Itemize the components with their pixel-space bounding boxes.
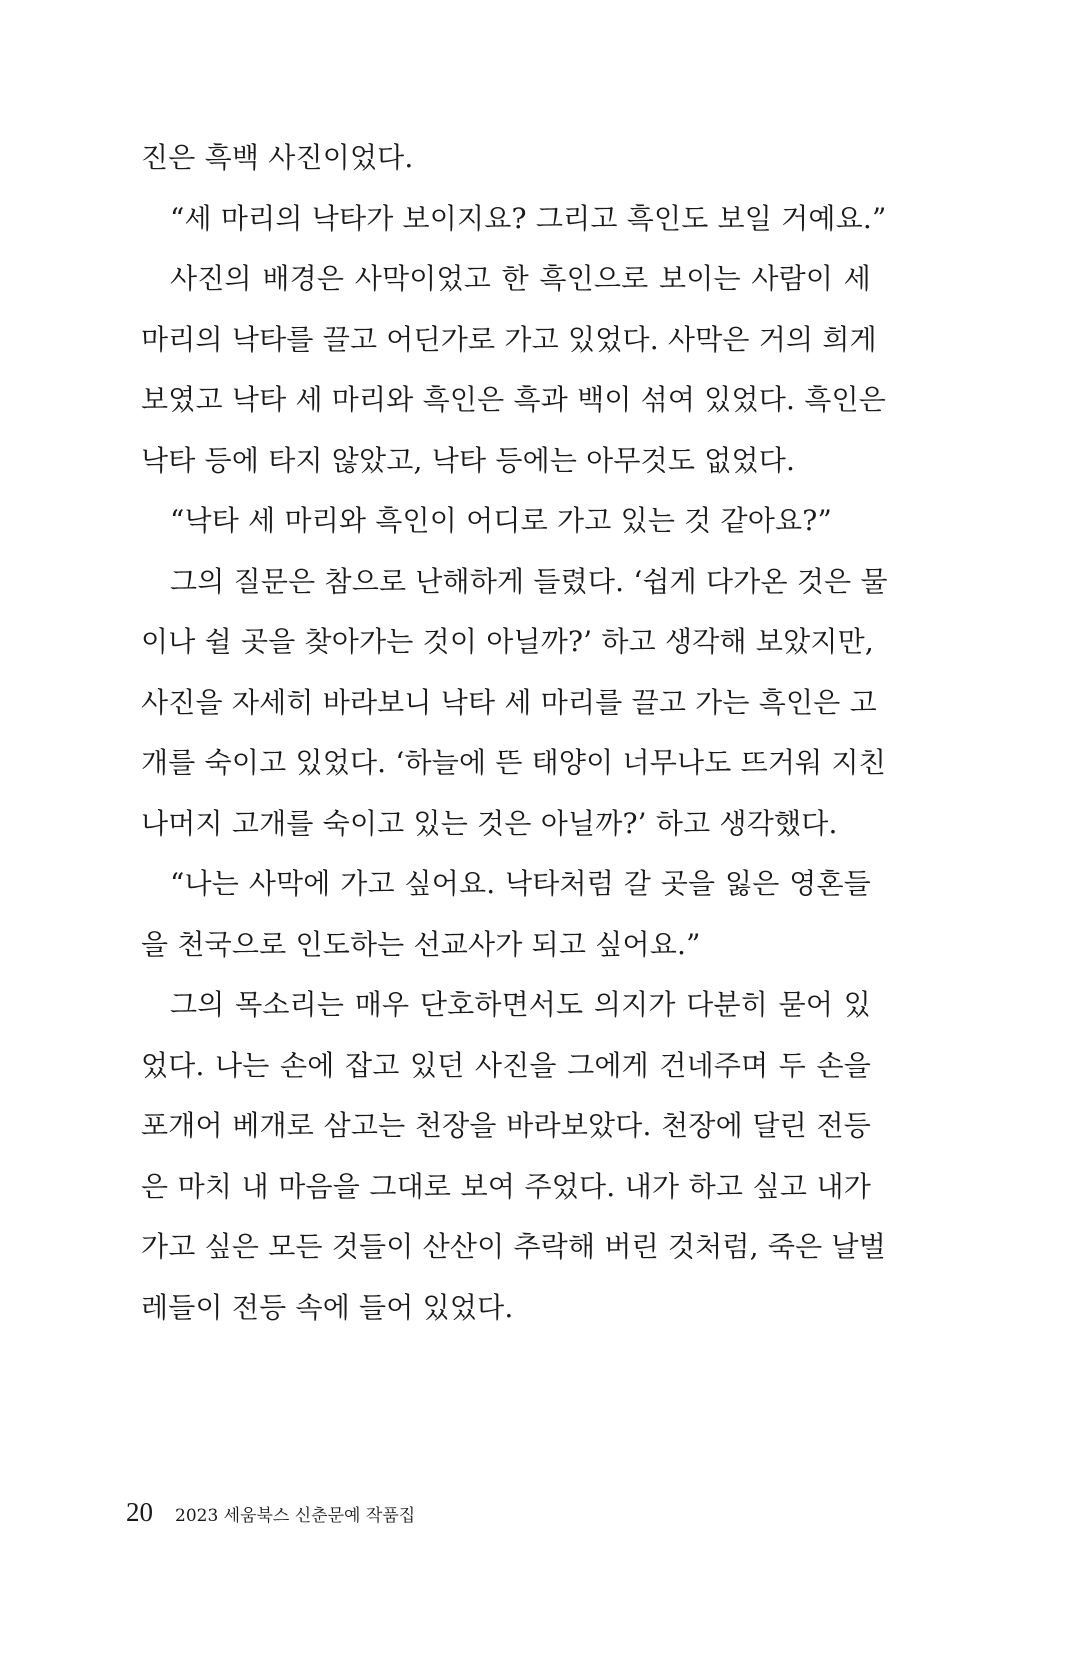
text-line: 은 마치 내 마음을 그대로 보여 주었다. 내가 하고 싶고 내가 <box>141 1169 871 1203</box>
page-footer <box>126 1497 415 1537</box>
page-number: 20 <box>126 1497 153 1527</box>
text-line: 마리의 낙타를 끌고 어딘가로 가고 있었다. 사막은 거의 희게 <box>141 322 877 356</box>
text-line: “낙타 세 마리와 흑인이 어디로 가고 있는 것 같아요?” <box>170 504 833 537</box>
running-title: 2023 세움북스 신춘문예 작품집 <box>175 1506 416 1526</box>
text-line: 나머지 고개를 숙이고 있는 것은 아닐까?’ 하고 생각했다. <box>141 806 838 840</box>
text-line: 이나 쉴 곳을 찾아가는 것이 아닐까?’ 하고 생각해 보았지만, <box>141 625 874 658</box>
text-line: “세 마리의 낙타가 보이지요? 그리고 흑인도 보일 거예요.” <box>170 201 887 235</box>
text-line: 을 천국으로 인도하는 선교사가 되고 싶어요.” <box>141 927 701 961</box>
text-line: 사진을 자세히 바라보니 낙타 세 마리를 끌고 가는 흑인은 고 <box>141 685 877 719</box>
text-line: 레들이 전등 속에 들어 있었다. <box>141 1290 514 1324</box>
text-line: 보였고 낙타 세 마리와 흑인은 흑과 백이 섞여 있었다. 흑인은 <box>141 383 886 416</box>
text-line: 개를 숙이고 있었다. ‘하늘에 뜬 태양이 너무나도 뜨거워 지친 <box>141 746 886 779</box>
text-line: “나는 사막에 가고 싶어요. 낙타처럼 갈 곳을 잃은 영혼들 <box>170 867 871 900</box>
text-line: 사진의 배경은 사막이었고 한 흑인으로 보이는 사람이 세 <box>170 262 871 295</box>
text-line: 포개어 베개로 삼고는 천장을 바라보았다. 천장에 달린 전등 <box>141 1109 871 1142</box>
text-line: 진은 흑백 사진이었다. <box>141 141 414 174</box>
text-line: 그의 질문은 참으로 난해하게 들렸다. ‘쉽게 다가온 것은 물 <box>170 564 888 598</box>
text-line: 가고 싶은 모든 것들이 산산이 추락해 버린 것처럼, 죽은 날벌 <box>141 1230 886 1263</box>
text-line: 었다. 나는 손에 잡고 있던 사진을 그에게 건네주며 두 손을 <box>141 1048 871 1082</box>
text-line: 낙타 등에 타지 않았고, 낙타 등에는 아무것도 없었다. <box>141 443 796 477</box>
text-line: 그의 목소리는 매우 단호하면서도 의지가 다분히 묻어 있 <box>170 988 871 1021</box>
body-text <box>141 128 888 1338</box>
